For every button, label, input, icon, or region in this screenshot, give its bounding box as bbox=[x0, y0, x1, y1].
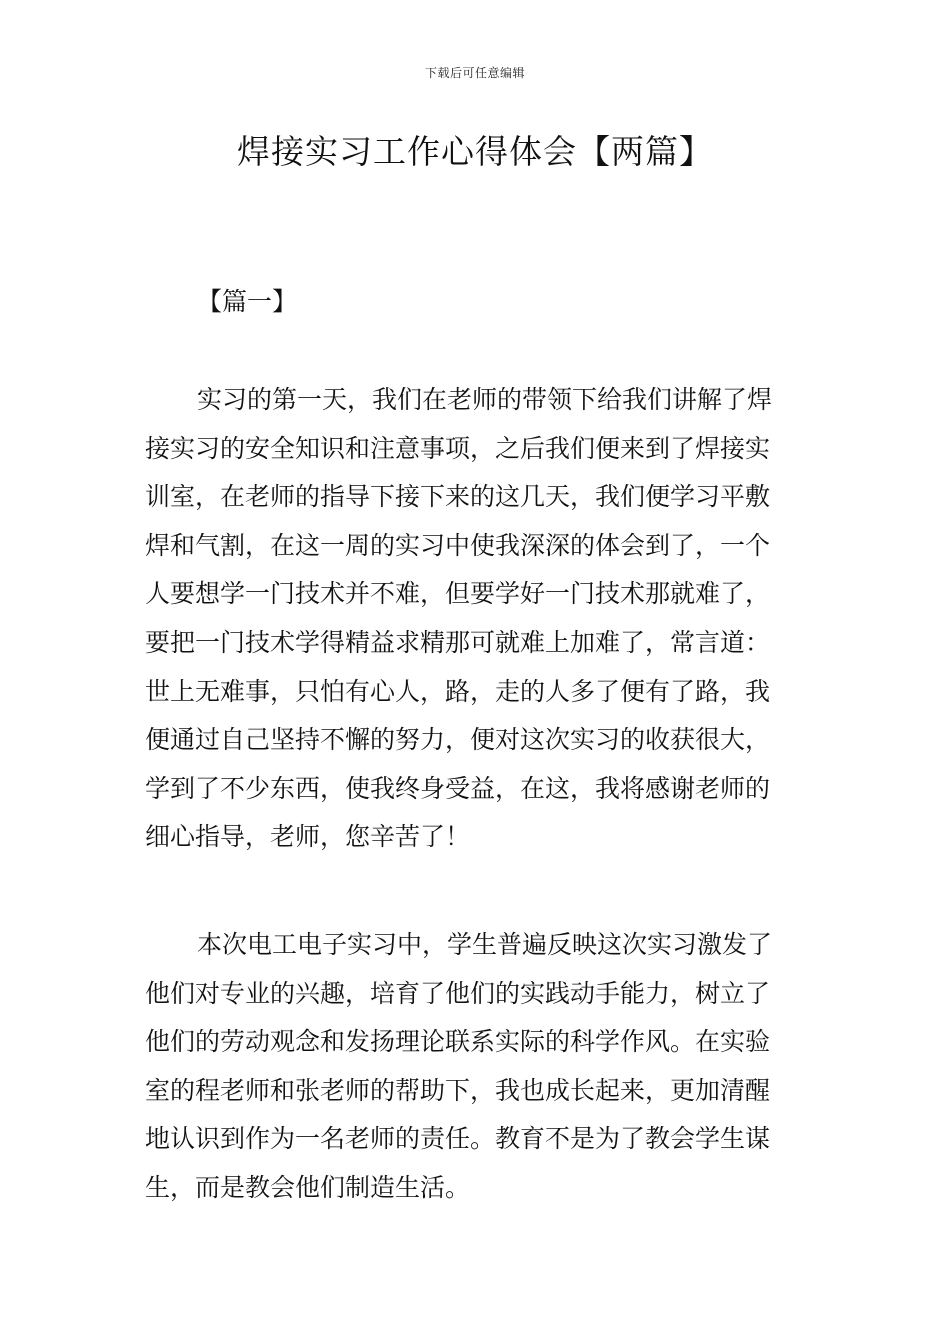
paragraph-2 bbox=[145, 921, 809, 1213]
paragraph-line: 便通过自己坚持不懈的努力，便对这次实习的收获很大， bbox=[145, 725, 771, 755]
paragraph-line: 室的程老师和张老师的帮助下，我也成长起来，更加清醒 bbox=[145, 1075, 771, 1105]
paragraph-line: 焊和气割，在这一周的实习中使我深深的体会到了，一个 bbox=[145, 530, 771, 560]
paragraph-line: 生，而是教会他们制造生活。 bbox=[145, 1172, 471, 1202]
paragraph-line: 细心指导，老师，您辛苦了！ bbox=[145, 822, 471, 852]
paragraph-line: 要把一门技术学得精益求精那可就难上加难了，常言道： bbox=[145, 627, 771, 657]
paragraph-line: 实习的第一天，我们在老师的带领下给我们讲解了焊 bbox=[197, 385, 773, 414]
paragraph-line: 他们对专业的兴趣，培育了他们的实践动手能力，树立了 bbox=[145, 978, 771, 1008]
header-note: 下载后可任意编辑 bbox=[424, 66, 525, 80]
paragraph-line: 学到了不少东西，使我终身受益，在这，我将感谢老师的 bbox=[145, 773, 771, 803]
section-label: 【篇一】 bbox=[197, 287, 298, 316]
paragraph-line: 本次电工电子实习中，学生普遍反映这次实习激发了 bbox=[197, 930, 773, 959]
paragraph-1 bbox=[145, 376, 809, 862]
paragraph-line: 训室，在老师的指导下接下来的这几天，我们便学习平敷 bbox=[145, 482, 771, 512]
paragraph-line: 他们的劳动观念和发扬理论联系实际的科学作风。在实验 bbox=[145, 1027, 771, 1057]
paragraph-line: 接实习的安全知识和注意事项，之后我们便来到了焊接实 bbox=[145, 433, 771, 463]
paragraph-line: 地认识到作为一名老师的责任。教育不是为了教会学生谋 bbox=[145, 1124, 771, 1154]
document-title: 焊接实习工作心得体会【两篇】 bbox=[237, 132, 713, 171]
paragraph-line: 人要想学一门技术并不难，但要学好一门技术那就难了， bbox=[145, 579, 771, 609]
paragraph-line: 世上无难事，只怕有心人，路，走的人多了便有了路，我 bbox=[145, 676, 771, 706]
